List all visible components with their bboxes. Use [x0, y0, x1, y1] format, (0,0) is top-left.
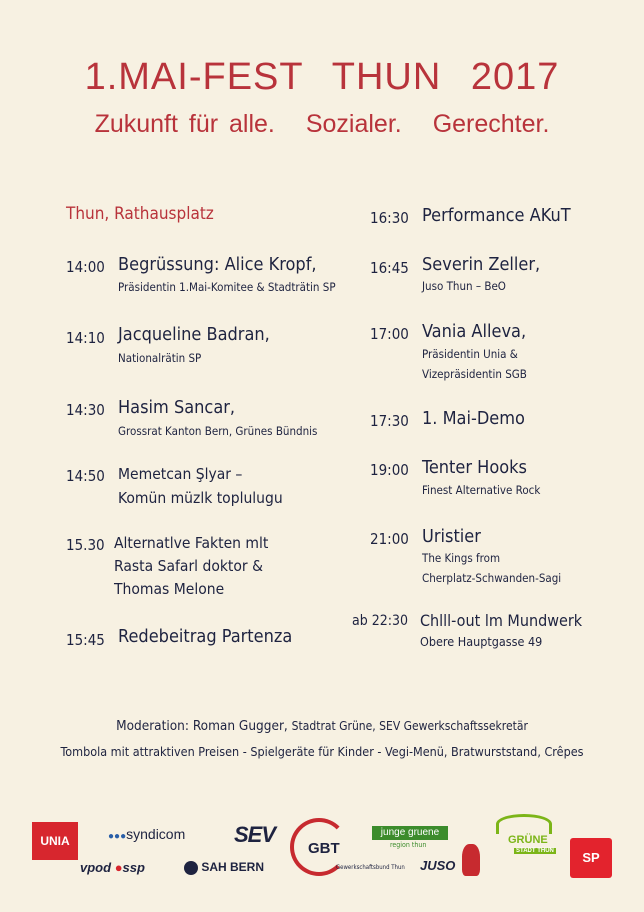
program-time: 21:00 [370, 530, 409, 548]
program-name: Vania Alleva, [422, 321, 527, 342]
syndicom-logo [108, 826, 185, 842]
gbt-subtitle: Gewerkschaftsbund Thun [336, 864, 405, 871]
program-time: 14:30 [66, 401, 105, 419]
program-time: 16:30 [370, 209, 409, 227]
moderation-line [0, 718, 644, 734]
flame-icon: ● [114, 860, 123, 875]
program-detail: Cherplatz-Schwanden-Sagi [422, 571, 562, 585]
junge-gruene-logo: junge gruene [372, 826, 448, 840]
program-name: Memetcan Şlyar – [118, 465, 243, 483]
ssp-label: ssp [122, 860, 145, 875]
gruene-swirl-icon [496, 814, 552, 834]
juso-logo: JUSO [420, 858, 456, 873]
sah-circle-icon [184, 861, 198, 875]
program-name: Uristier [422, 526, 481, 547]
moderation-label: Moderation: Roman Gugger, [116, 718, 288, 734]
moderation-detail: Stadtrat Grüne, SEV Gewerkschaftssekretär [291, 719, 528, 733]
gruene-logo: GRÜNE [508, 834, 548, 846]
program-name: Alternatlve Fakten mlt [114, 534, 269, 552]
page-title: 1.MAI-FEST THUN 2017 [84, 56, 560, 98]
program-time: 14:00 [66, 258, 105, 276]
vpod-label: vpod [80, 860, 112, 875]
program-detail: Präsidentin 1.Mai-Komitee & Stadträtin SP [118, 280, 336, 294]
slogan-line [0, 110, 644, 139]
program-name: Severin Zeller, [422, 254, 541, 275]
program-name-line3: Thomas Melone [114, 580, 225, 598]
program-time: 15:45 [66, 631, 105, 649]
program-time: 17:00 [370, 325, 409, 343]
sah-label: SAH BERN [201, 860, 265, 874]
program-detail: Vizepräsidentin SGB [422, 367, 527, 381]
program-name: Hasim Sancar, [118, 397, 236, 418]
program-name: Tenter Hooks [422, 457, 527, 478]
program-name: Begrüssung: Alice Kropf, [118, 254, 317, 275]
program-detail: Grossrat Kanton Bern, Grünes Bündnis [118, 424, 318, 438]
program-name: Performance AKuT [422, 205, 571, 226]
unia-logo: UNIA [32, 822, 78, 860]
program-name: 1. Mai-Demo [422, 408, 525, 429]
program-detail: Präsidentin Unia & [422, 347, 518, 361]
sev-logo: SEV [234, 822, 276, 847]
junge-gruene-subtitle: region thun [390, 841, 427, 849]
program-detail: Nationalrätin SP [118, 351, 202, 365]
gruene-subtitle: STADT THUN [516, 848, 554, 854]
program-detail: Finest Alternative Rock [422, 483, 541, 497]
program-time: 14:10 [66, 329, 105, 347]
slogan-2: Sozialer. [305, 110, 402, 138]
program-name-line2: Rasta Safarl doktor & [114, 557, 263, 575]
program-name: Jacqueline Badran, [118, 324, 270, 345]
program-detail: Obere Hauptgasse 49 [420, 634, 543, 649]
slogan-1: Zukunft für alle. [94, 110, 275, 138]
extras-line: Tombola mit attraktiven Preisen - Spielgeräte für Kinder - Vegi-Menü, Bratwurststand, Crêpes [60, 744, 584, 759]
program-detail: The Kings from [422, 551, 501, 565]
program-time: 14:50 [66, 467, 105, 485]
venue-label: Thun, Rathausplatz [66, 204, 214, 224]
program-name-line2: Komün müzlk toplulugu [118, 489, 283, 507]
program-name: Redebeitrag Partenza [118, 626, 293, 647]
program-detail: Juso Thun – BeO [422, 279, 506, 293]
program-time: 17:30 [370, 412, 409, 430]
program-time: 16:45 [370, 259, 409, 277]
program-time: 19:00 [370, 461, 409, 479]
program-name: Chlll-out lm Mundwerk [420, 611, 583, 630]
syndicom-label: syndicom [126, 826, 186, 842]
sah-logo [184, 860, 264, 875]
program-time: 15.30 [66, 536, 105, 554]
gbt-logo: GBT [308, 840, 340, 857]
sp-logo: SP [570, 838, 612, 878]
rose-icon [462, 844, 480, 876]
program-time: ab 22:30 [352, 613, 409, 629]
vpod-logo [80, 860, 145, 875]
dots-icon: ●●● [108, 831, 127, 842]
slogan-3: Gerechter. [432, 110, 550, 138]
